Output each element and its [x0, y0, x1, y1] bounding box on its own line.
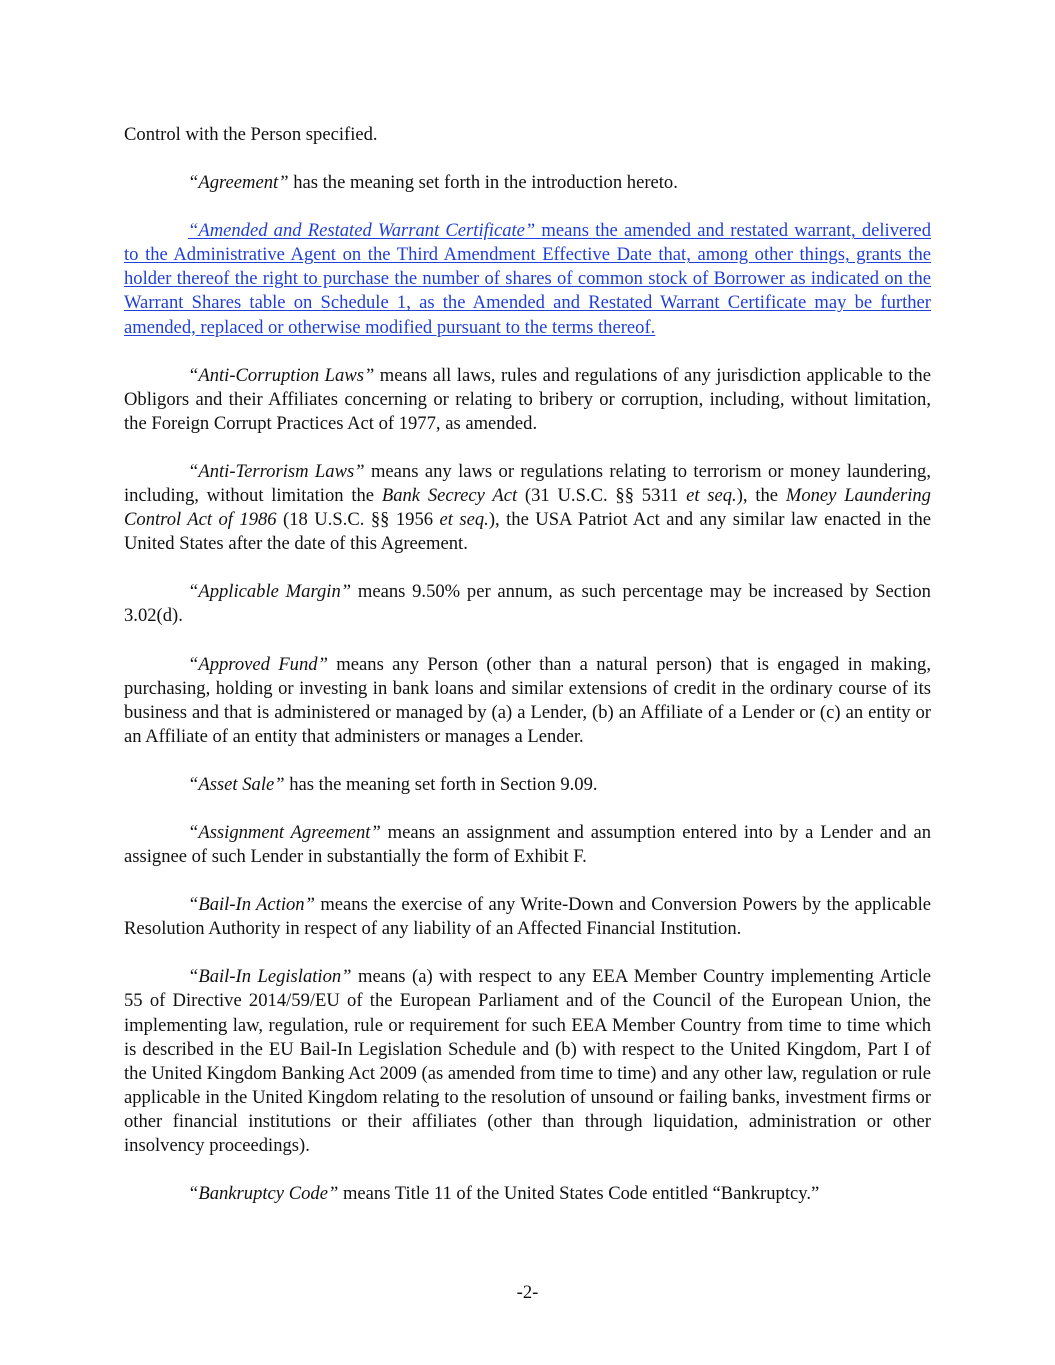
defined-term: “Approved Fund” — [188, 653, 328, 675]
defined-term: “Bankruptcy Code” — [188, 1183, 339, 1205]
definition-text: (31 U.S.C. §§ 5311 — [517, 485, 687, 507]
definition-anti-corruption-laws — [124, 364, 931, 436]
definition-asset-sale — [124, 773, 931, 797]
citation-et-seq: et seq. — [439, 509, 489, 531]
definition-text: means the amended and restated warrant, delivered to the Administrative Agent on the Third Amendment Effective Date that, among other things, grants the holder thereof the right to purchase the number of shares of common stock of Borrower as indicated on the Warrant Shares table on Schedule 1, as the Amended and Restated Warrant Certificate may be further amended, replaced or otherwise modified pursuant to the terms thereof. — [124, 220, 931, 338]
statute-name: Bank Secrecy Act — [381, 485, 518, 507]
continuation-paragraph — [124, 123, 931, 147]
page-number: -2- — [516, 1282, 539, 1303]
definition-text: means Title 11 of the United States Code entitled “Bankruptcy.” — [338, 1183, 820, 1205]
definition-text: has the meaning set forth in Section 9.09. — [284, 773, 598, 795]
definition-text: (18 U.S.C. §§ 1956 — [276, 509, 440, 531]
defined-term: “Bail-In Legislation” — [188, 966, 352, 988]
defined-term: “Applicable Margin” — [188, 581, 352, 603]
defined-term: “Amended and Restated Warrant Certificate” — [188, 220, 536, 242]
definition-text: has the meaning set forth in the introduction hereto. — [288, 172, 678, 194]
statute-name: Money Laundering Control Act of 1986 — [124, 485, 931, 531]
definition-bail-in-legislation — [124, 965, 931, 1158]
definition-bail-in-action — [124, 893, 931, 941]
definition-agreement — [124, 171, 931, 195]
defined-term: “Anti-Terrorism Laws” — [188, 460, 365, 482]
definition-text: means 9.50% per annum, as such percentage may be increased by Section 3.02(d). — [124, 581, 931, 627]
definition-text: means (a) with respect to any EEA Member Country implementing Article 55 of Directive 2014/59/EU of the European Parliament and of the Council of the European Union, the implementing law, regulation, rule or requirement for such EEA Member Country from time to time which is described in the EU Bail-In Legislation Schedule and (b) with respect to the United Kingdom, Part I of the United Kingdom Banking Act 2009 (as amended from time to time) and any other law, regulation or rule applicable in the United Kingdom relating to the resolution of unsound or failing banks, investment firms or other financial institutions or their affiliates (other than through liquidation, administration or other insolvency proceedings). — [124, 966, 931, 1156]
definition-text: means an assignment and assumption entered into by a Lender and an assignee of such Lender in substantially the form of Exhibit F. — [124, 821, 931, 868]
definition-applicable-margin — [124, 580, 931, 628]
definition-assignment-agreement — [124, 821, 931, 869]
definition-text: ), the — [736, 485, 786, 507]
definition-text: means any Person (other than a natural person) that is engaged in making, purchasing, holding or investing in bank loans and similar extensions of credit in the ordinary course of its business and that is administered or managed by (a) a Lender, (b) an Affiliate of a Lender or (c) an entity or an Affiliate of an entity that administers or manages a Lender. — [124, 653, 931, 747]
definition-bankruptcy-code — [124, 1182, 931, 1206]
defined-term: “Anti-Corruption Laws” — [188, 364, 375, 386]
defined-term: “Agreement” — [188, 172, 289, 194]
document-page — [124, 123, 931, 1230]
definition-text: means all laws, rules and regulations of any jurisdiction applicable to the Obligors and their Affiliates concerning or relating to bribery or corruption, including, without limitation, the Foreign Corrupt Practices Act of 1977, as amended. — [124, 364, 931, 434]
defined-term: “Assignment Agreement” — [188, 821, 381, 843]
definition-amended-restated-warrant-certificate — [124, 219, 931, 339]
definition-approved-fund — [124, 653, 931, 749]
definition-text: means any laws or regulations relating to terrorism or money laundering, including, without limitation the — [124, 460, 931, 507]
citation-et-seq: et seq. — [686, 485, 737, 507]
defined-term: “Asset Sale” — [188, 773, 285, 795]
definition-anti-terrorism-laws — [124, 460, 931, 556]
definition-text: means the exercise of any Write-Down and Conversion Powers by the applicable Resolution Authority in respect of any liability of an Affected Financial Institution. — [124, 894, 931, 940]
continuation-text: Control with the Person specified. — [124, 124, 378, 145]
definition-text: ), the USA Patriot Act and any similar law enacted in the United States after the date of this Agreement. — [124, 509, 931, 555]
defined-term: “Bail-In Action” — [188, 894, 315, 916]
